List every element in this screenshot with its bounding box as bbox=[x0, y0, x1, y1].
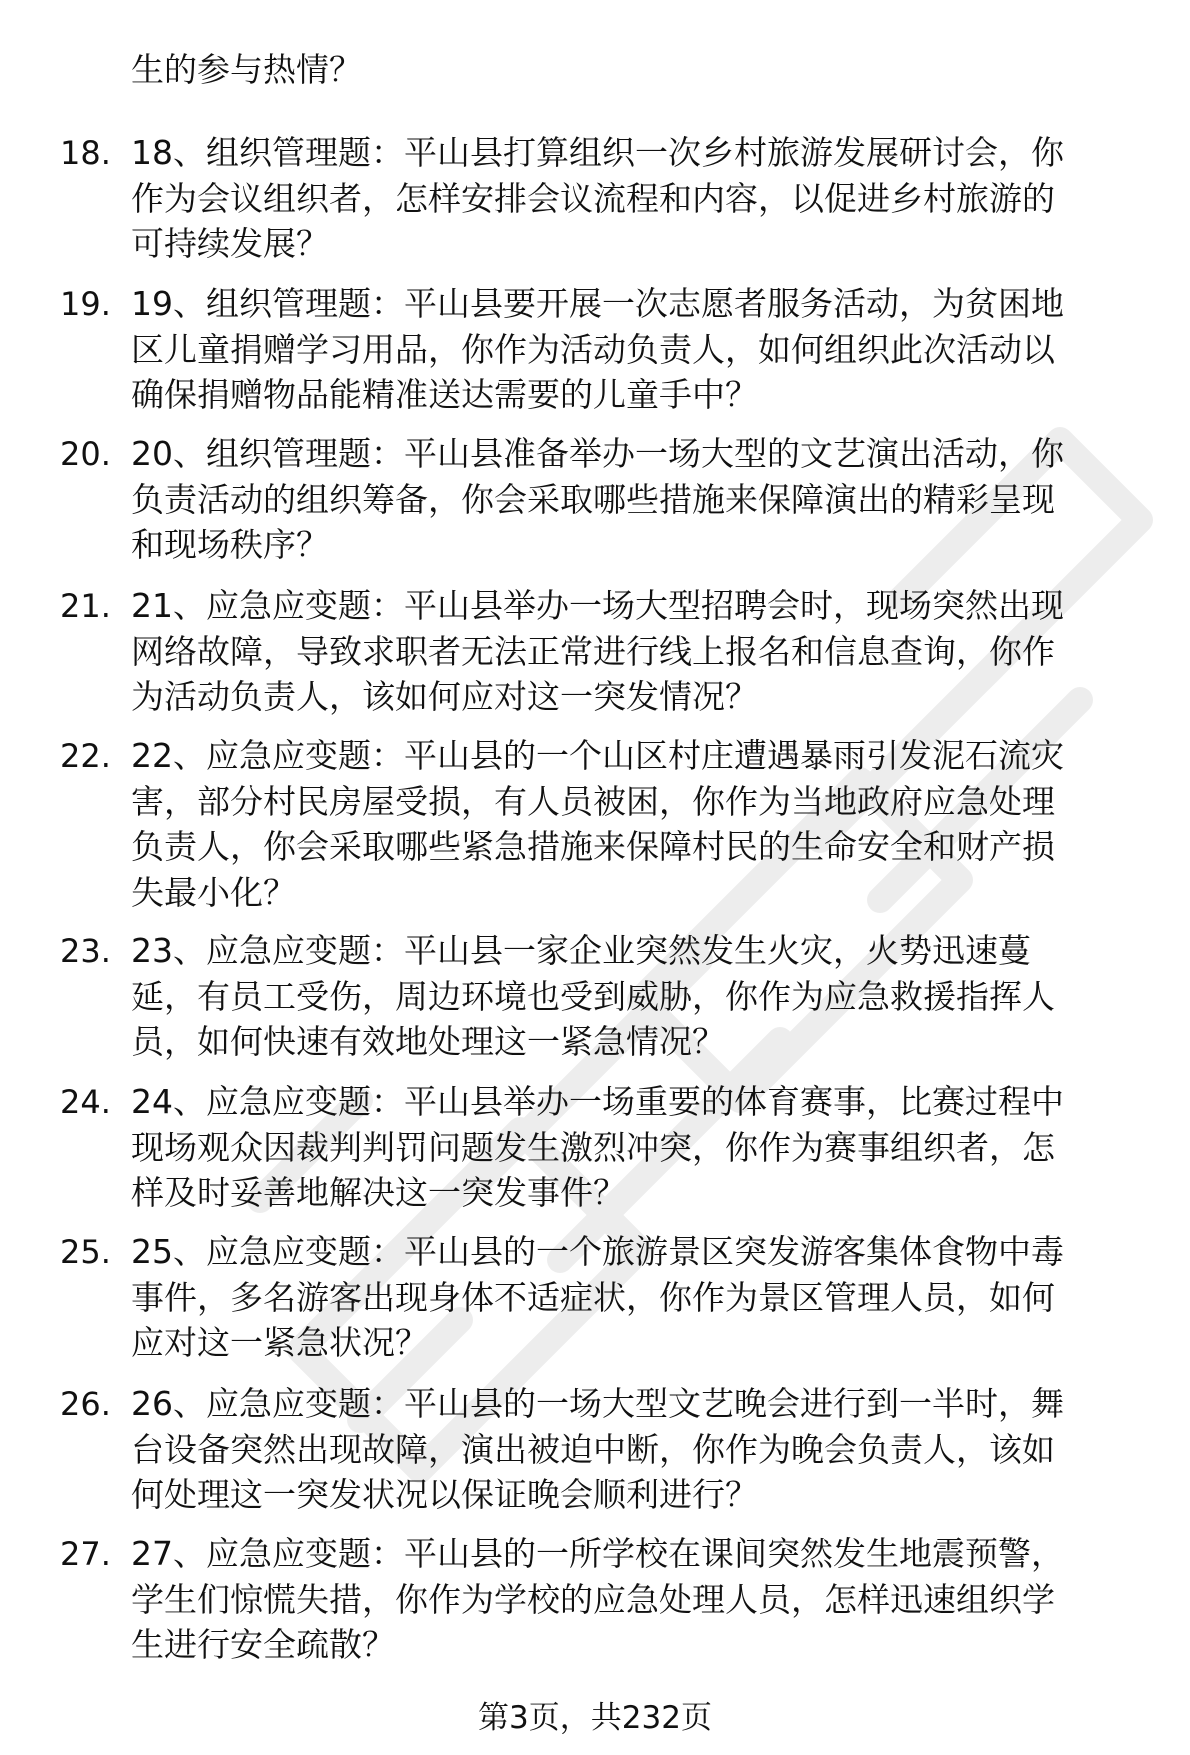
question-text-line: 24、应急应变题：平山县举办一场重要的体育赛事，比赛过程中 bbox=[131, 1082, 1064, 1121]
question-text bbox=[131, 734, 1141, 916]
question-number: 25. bbox=[60, 1233, 111, 1271]
question-text-line: 区儿童捐赠学习用品，你作为活动负责人，如何组织此次活动以 bbox=[131, 329, 1055, 369]
question-number: 18. bbox=[60, 134, 111, 172]
question-number: 24. bbox=[60, 1083, 111, 1121]
question-text-line: 延，有员工受伤，周边环境也受到威胁，你作为应急救援指挥人 bbox=[131, 976, 1055, 1016]
question-text-line: 为活动负责人，该如何应对这一突发情况？ bbox=[131, 677, 758, 716]
question-text bbox=[131, 1230, 1141, 1367]
question-text bbox=[131, 1080, 1141, 1217]
question-text-line: 27、应急应变题：平山县的一所学校在课间突然发生地震预警， bbox=[131, 1534, 1064, 1573]
question-text bbox=[131, 584, 1141, 721]
question-text bbox=[131, 432, 1141, 569]
question-text bbox=[131, 1532, 1141, 1669]
question-text bbox=[131, 1382, 1141, 1519]
question-number: 23. bbox=[60, 932, 111, 970]
continuation-text: 生的参与热情？ bbox=[131, 50, 362, 89]
question-text-line: 失最小化？ bbox=[131, 872, 296, 912]
question-text-line: 20、组织管理题：平山县准备举办一场大型的文艺演出活动，你 bbox=[131, 434, 1064, 473]
question-text-line: 害，部分村民房屋受损，有人员被困，你作为当地政府应急处理 bbox=[131, 781, 1055, 821]
question-text-line: 现场观众因裁判判罚问题发生激烈冲突，你作为赛事组织者，怎 bbox=[131, 1127, 1055, 1167]
question-text-line: 作为会议组织者，怎样安排会议流程和内容，以促进乡村旅游的 bbox=[131, 178, 1055, 218]
question-text-line: 台设备突然出现故障，演出被迫中断，你作为晚会负责人，该如 bbox=[131, 1429, 1055, 1469]
question-number: 22. bbox=[60, 737, 111, 775]
question-text-line: 网络故障，导致求职者无法正常进行线上报名和信息查询，你作 bbox=[131, 631, 1055, 671]
question-number: 21. bbox=[60, 587, 111, 625]
question-text-line: 事件，多名游客出现身体不适症状，你作为景区管理人员，如何 bbox=[131, 1277, 1055, 1317]
question-text-line: 22、应急应变题：平山县的一个山区村庄遭遇暴雨引发泥石流灾 bbox=[131, 736, 1064, 775]
question-text-line: 可持续发展？ bbox=[131, 224, 329, 263]
question-text-line: 19、组织管理题：平山县要开展一次志愿者服务活动，为贫困地 bbox=[131, 284, 1064, 323]
question-text-line: 生进行安全疏散？ bbox=[131, 1625, 395, 1664]
question-text-line: 负责人，你会采取哪些紧急措施来保障村民的生命安全和财产损 bbox=[131, 827, 1055, 866]
question-text-line: 21、应急应变题：平山县举办一场大型招聘会时，现场突然出现 bbox=[131, 586, 1064, 625]
question-text bbox=[131, 282, 1141, 419]
question-text-line: 员，如何快速有效地处理这一紧急情况？ bbox=[131, 1022, 725, 1061]
question-text-line: 和现场秩序？ bbox=[131, 525, 329, 564]
question-text-line: 何处理这一突发状况以保证晚会顺利进行？ bbox=[131, 1475, 758, 1514]
question-text-line: 学生们惊慌失措，你作为学校的应急处理人员，怎样迅速组织学 bbox=[131, 1579, 1055, 1619]
question-text bbox=[131, 131, 1141, 268]
question-text bbox=[131, 929, 1141, 1066]
question-number: 26. bbox=[60, 1385, 111, 1423]
question-text-line: 负责活动的组织筹备，你会采取哪些措施来保障演出的精彩呈现 bbox=[131, 479, 1055, 519]
question-number: 27. bbox=[60, 1535, 111, 1573]
question-text-line: 样及时妥善地解决这一突发事件？ bbox=[131, 1173, 626, 1212]
question-number: 20. bbox=[60, 435, 111, 473]
question-text-line: 应对这一紧急状况？ bbox=[131, 1323, 428, 1362]
question-text-line: 26、应急应变题：平山县的一场大型文艺晚会进行到一半时，舞 bbox=[131, 1384, 1064, 1423]
question-text-line: 确保捐赠物品能精准送达需要的儿童手中？ bbox=[131, 375, 758, 414]
question-text-line: 23、应急应变题：平山县一家企业突然发生火灾，火势迅速蔓 bbox=[131, 931, 1031, 970]
question-text-line: 25、应急应变题：平山县的一个旅游景区突发游客集体食物中毒 bbox=[131, 1232, 1064, 1271]
page-footer: 第3页，共232页 bbox=[478, 1700, 712, 1736]
question-number: 19. bbox=[60, 285, 111, 323]
question-text-line: 18、组织管理题：平山县打算组织一次乡村旅游发展研讨会，你 bbox=[131, 133, 1064, 172]
